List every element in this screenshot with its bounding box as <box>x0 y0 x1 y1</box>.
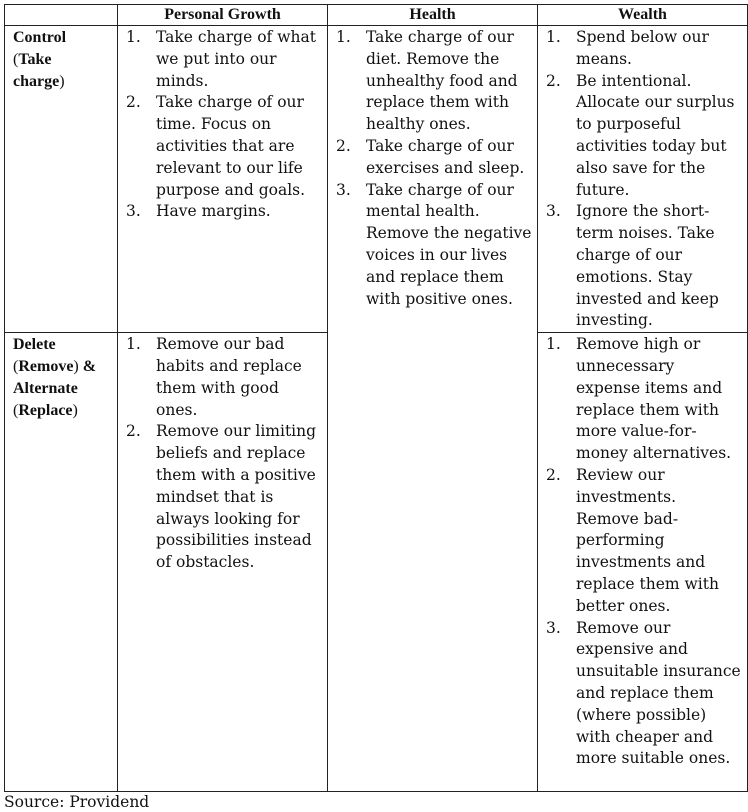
list-item <box>546 465 743 618</box>
cell-control-personal-growth <box>118 26 328 333</box>
list-item-text: Remove high or unnecessary expense items and replace them with more value-for-money alternatives. <box>576 335 732 463</box>
header-wealth: Wealth <box>538 5 748 26</box>
list-item-text: Remove our limiting beliefs and replace them with a positive mindset that is always looking for possibilities instead of obstacles. <box>156 422 317 572</box>
list-item <box>126 27 323 92</box>
list-item <box>126 421 323 574</box>
list-item-text: Spend below our means. <box>576 28 709 68</box>
list-item <box>546 27 743 71</box>
list-item-number: 2. <box>546 71 561 90</box>
list-item <box>546 334 743 465</box>
header-empty <box>5 5 118 26</box>
list-item-number: 3. <box>546 618 561 637</box>
list-item-text: Ignore the short-term noises. Take charge of our emotions. Stay invested and keep investing. <box>576 202 719 330</box>
list-item-number: 2. <box>546 465 561 484</box>
row-control <box>5 26 748 333</box>
cell-health <box>328 26 538 792</box>
cell-delete-personal-growth <box>118 333 328 792</box>
list-item-text: Have margins. <box>156 202 271 221</box>
list-item-text: Take charge of our exercises and sleep. <box>366 136 525 177</box>
list-item <box>336 136 533 180</box>
list-item-number: 1. <box>336 28 351 46</box>
list-item-number: 2. <box>126 93 141 112</box>
list-item <box>546 71 743 202</box>
header-personal-growth: Personal Growth <box>118 5 328 26</box>
list-item-number: 1. <box>546 28 561 46</box>
list-item <box>546 618 743 771</box>
list-item-text: Take charge of our diet. Remove the unhealthy food and replace them with healthy ones. <box>366 28 518 134</box>
list-item <box>126 92 323 201</box>
list-item-text: Take charge of our mental health. Remove the negative voices in our lives and replace them with positive ones. <box>366 180 532 308</box>
list-item-number: 1. <box>546 335 561 354</box>
comparison-table <box>4 4 748 792</box>
header-health: Health <box>328 5 538 26</box>
list-item-number: 2. <box>336 136 351 155</box>
list-item-number: 3. <box>336 180 351 199</box>
list-item-number: 1. <box>126 28 141 46</box>
list-item-number: 2. <box>126 422 141 441</box>
row-label-control: Control (Take charge) <box>5 26 118 333</box>
list-item-text: Take charge of our time. Focus on activities that are relevant to our life purpose and goals. <box>156 93 306 199</box>
list-item <box>336 27 533 136</box>
list-item-number: 1. <box>126 335 141 354</box>
list-item-number: 3. <box>546 202 561 221</box>
list-item-text: Remove our expensive and unsuitable insurance and replace them (where possible) with cheaper and more suitable ones. <box>576 618 741 768</box>
list-item-number: 3. <box>126 202 141 221</box>
source-note: Source: Providend <box>4 793 150 811</box>
list-item <box>126 334 323 421</box>
numbered-list <box>538 333 747 770</box>
list-item <box>546 201 743 332</box>
numbered-list <box>538 26 747 332</box>
header-row <box>5 5 748 26</box>
list-item <box>126 201 323 223</box>
list-item-text: Remove our bad habits and replace them with good ones. <box>156 335 302 419</box>
numbered-list <box>118 333 327 574</box>
numbered-list <box>328 26 537 310</box>
cell-control-wealth <box>538 26 748 333</box>
list-item-text: Be intentional. Allocate our surplus to purposeful activities today but also save for the future. <box>576 71 735 199</box>
numbered-list <box>118 26 327 223</box>
row-label-delete-alternate: Delete (Remove) & Alternate (Replace) <box>5 333 118 792</box>
list-item-text: Review our investments. Remove bad-performing investments and replace them with better ones. <box>576 465 719 615</box>
list-item-text: Take charge of what we put into our minds. <box>156 28 316 90</box>
cell-delete-wealth <box>538 333 748 792</box>
list-item <box>336 180 533 311</box>
